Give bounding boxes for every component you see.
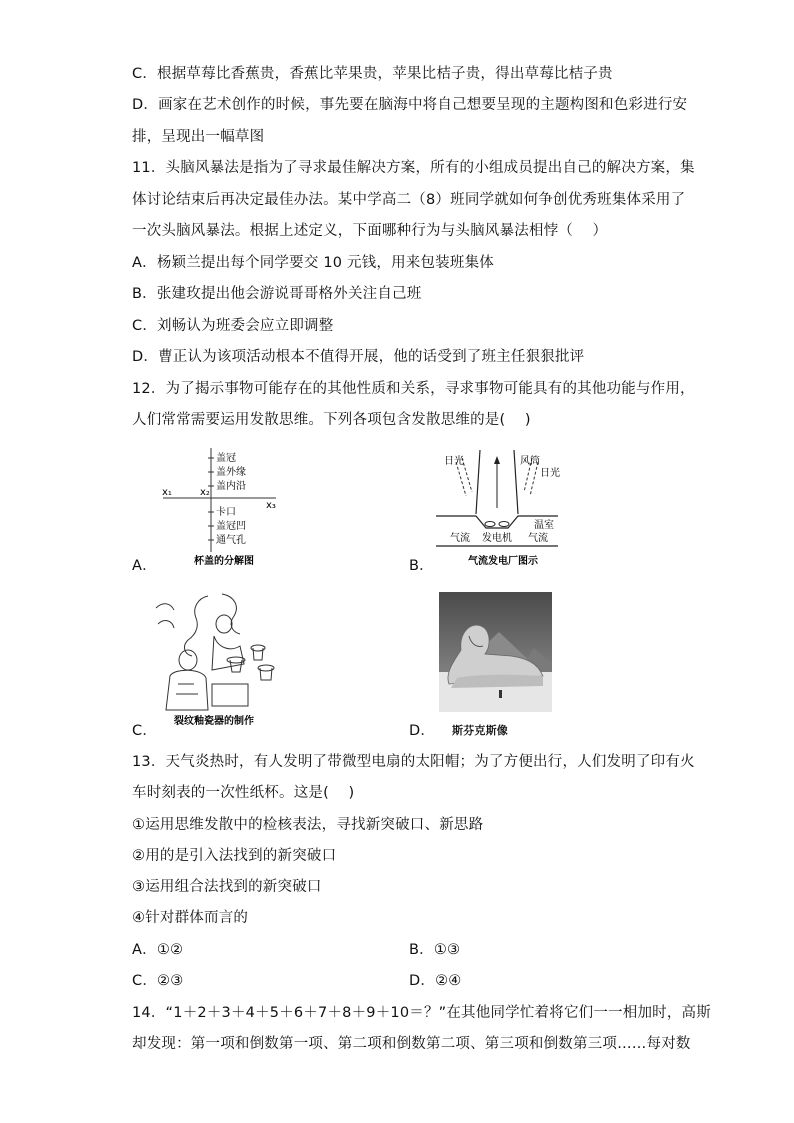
lid-label: 卡口	[216, 507, 236, 518]
q12-option-d-label[interactable]: D．	[409, 723, 436, 739]
label-generator: 发电机	[482, 533, 512, 544]
label-sunlight: 日光	[444, 456, 464, 467]
q11-option-b[interactable]: B．张建玫提出他会游说哥哥格外关注自己班	[132, 286, 422, 302]
question-14-stem: 14．“1＋2＋3＋4＋5＋6＋7＋8＋9＋10＝？”在其他同学忙着将它们一一相加时，高斯	[132, 1005, 711, 1021]
q12-option-b-label[interactable]: B．	[409, 558, 434, 574]
figure-caption: 气流发电厂图示	[468, 556, 538, 567]
q13-option-a[interactable]: A．①②	[132, 942, 184, 958]
q13-statement-4: ④针对群体而言的	[132, 910, 249, 926]
q13-option-b[interactable]: B．①③	[409, 942, 461, 958]
question-11-stem-cont: 体讨论结束后再决定最佳办法。某中学高二（8）班同学就如何争创优秀班集体采用了	[132, 192, 686, 208]
label-greenhouse: 温室	[534, 520, 554, 531]
axis-label: x₂	[200, 487, 210, 498]
question-12-stem-cont: 人们常常需要运用发散思维。下列各项包含发散思维的是( )	[132, 412, 531, 428]
label-wind-tunnel: 风筒	[520, 456, 540, 467]
sphinx-photo	[439, 592, 552, 712]
question-11-stem-cont: 一次头脑风暴法。根据上述定义，下面哪种行为与头脑风暴法相悖（ ）	[132, 223, 608, 239]
question-11-stem: 11．头脑风暴法是指为了寻求最佳解决方案，所有的小组成员提出自己的解决方案，集	[132, 160, 695, 176]
q12-option-a-label[interactable]: A．	[132, 558, 157, 574]
label-sunlight: 日光	[540, 468, 560, 479]
porcelain-making-illustration	[148, 588, 288, 728]
question-14-stem-cont: 却发现：第一项和倒数第一项、第二项和倒数第二项、第三项和倒数第三项……每对数	[132, 1036, 691, 1052]
q11-option-a[interactable]: A．杨颖兰提出每个同学要交 10 元钱，用来包装班集体	[132, 255, 494, 271]
lid-label: 盖冠凹	[216, 521, 246, 532]
lid-label: 盖内沿	[216, 481, 246, 492]
option-d-text: D．画家在艺术创作的时候，事先要在脑海中将自己想要呈现的主题构图和色彩进行安	[132, 97, 688, 113]
q13-statement-1: ①运用思维发散中的检核表法，寻找新突破口、新思路	[132, 817, 484, 833]
q13-statement-2: ②用的是引入法找到的新突破口	[132, 848, 337, 864]
q11-option-c[interactable]: C．刘畅认为班委会应立即调整	[132, 318, 334, 334]
figure-caption: 裂纹釉瓷器的制作	[174, 716, 254, 727]
q11-option-d[interactable]: D．曹正认为该项活动根本不值得开展，他的话受到了班主任狠狠批评	[132, 349, 585, 365]
q13-option-c[interactable]: C．②③	[132, 973, 184, 989]
q13-option-d[interactable]: D．②④	[409, 973, 462, 989]
figure-caption: 杯盖的分解图	[194, 556, 254, 567]
question-13-stem: 13．天气炎热时，有人发明了带微型电扇的太阳帽；为了方便出行，人们发明了印有火	[132, 754, 695, 770]
q13-statement-3: ③运用组合法找到的新突破口	[132, 879, 322, 895]
lid-label: 盖冠	[216, 453, 236, 464]
cup-lid-diagram	[158, 440, 288, 570]
question-12-stem: 12．为了揭示事物可能存在的其他性质和关系，寻求事物可能具有的其他功能与作用，	[132, 381, 695, 397]
figure-caption: 斯芬克斯像	[452, 724, 508, 737]
lid-label: 通气孔	[216, 535, 246, 546]
option-d-text-cont: 排，呈现出一幅草图	[132, 129, 265, 145]
axis-label: x₁	[162, 487, 172, 498]
question-13-stem-cont: 车时刻表的一次性纸杯。这是( )	[132, 785, 355, 801]
airflow-power-plant-diagram	[432, 446, 564, 570]
axis-label: x₃	[266, 500, 276, 511]
q12-option-c-label[interactable]: C．	[132, 723, 158, 739]
option-c-text: C．根据草莓比香蕉贵，香蕉比苹果贵，苹果比桔子贵，得出草莓比桔子贵	[132, 66, 613, 82]
label-airflow: 气流	[450, 533, 470, 544]
label-airflow: 气流	[528, 533, 548, 544]
lid-label: 盖外缘	[216, 467, 246, 478]
